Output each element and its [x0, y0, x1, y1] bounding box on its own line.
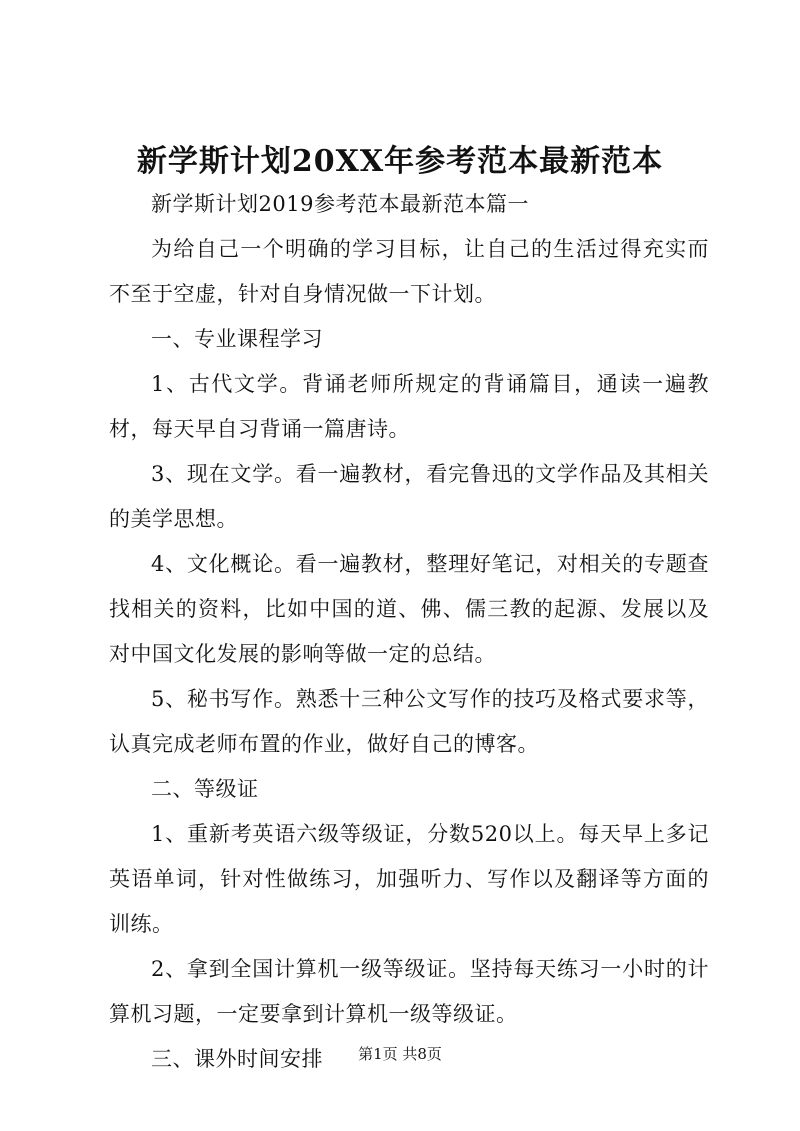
section-heading-extracurricular: 三、课外时间安排 — [151, 1047, 323, 1071]
course-item-ancient-literature: 1、古代文学。背诵老师所规定的背诵篇目，通读一遍教材，每天早自习背诵一篇唐诗。 — [109, 372, 709, 441]
document-title: 新学斯计划20XX年参考范本最新范本 — [136, 144, 664, 179]
certificate-item-computer: 2、拿到全国计算机一级等级证。坚持每天练习一小时的计算机习题，一定要拿到计算机一级等级证。 — [109, 957, 709, 1026]
course-item-secretarial-writing: 5、秘书写作。熟悉十三种公文写作的技巧及格式要求等，认真完成老师布置的作业，做好自己的博客。 — [109, 687, 709, 756]
course-item-culture-overview: 4、文化概论。看一遍教材，整理好笔记，对相关的专题查找相关的资料，比如中国的道、佛、儒三教的起源、发展以及对中国文化发展的影响等做一定的总结。 — [109, 552, 709, 666]
section-subtitle: 新学斯计划2019参考范本最新范本篇一 — [151, 192, 529, 216]
page-number-footer: 第1页 共8页 — [358, 1045, 442, 1063]
certificate-item-english: 1、重新考英语六级等级证，分数520以上。每天早上多记英语单词，针对性做练习，加强听力、写作以及翻译等方面的训练。 — [109, 822, 709, 936]
course-item-modern-literature: 3、现在文学。看一遍教材，看完鲁迅的文学作品及其相关的美学思想。 — [109, 462, 709, 531]
document-body — [109, 182, 709, 1082]
section-heading-courses: 一、专业课程学习 — [151, 327, 323, 351]
intro-paragraph: 为给自己一个明确的学习目标，让自己的生活过得充实而不至于空虚，针对自身情况做一下计划。 — [109, 237, 709, 306]
section-heading-certificates: 二、等级证 — [151, 777, 259, 801]
